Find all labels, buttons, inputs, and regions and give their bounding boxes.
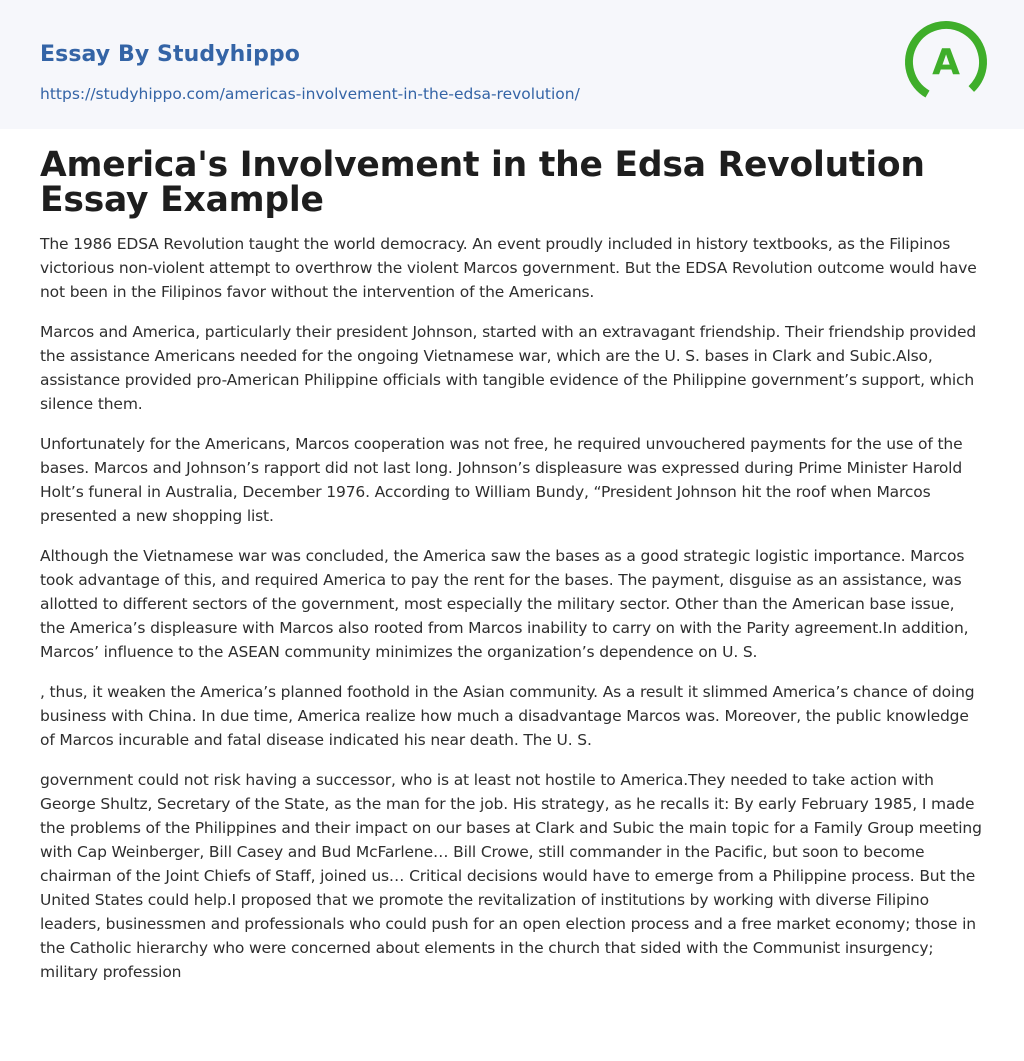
logo-icon[interactable] [902,18,990,106]
paragraph: , thus, it weaken the America’s planned foothold in the Asian community. As a result it slimmed America’s chance of doing business with China. In due time, America realize how much a disadvantage Marcos was. Moreover, the public knowledge of Marcos incurable and fatal disease indicated his near death. The U. S. [40,683,975,749]
paragraph: Unfortunately for the Americans, Marcos cooperation was not free, he required unvouchered payments for the use of the bases. Marcos and Johnson’s rapport did not last long. Johnson’s displeasure was expressed during Prime Minister Harold Holt’s funeral in Australia, December 1976. According to William Bundy, “President Johnson hit the roof when Marcos presented a new shopping list. [40,435,963,525]
paragraph: government could not risk having a successor, who is at least not hostile to America.They needed to take action with George Shultz, Secretary of the State, as the man for the job. His strategy, as he recalls it: By early February 1985, I made the problems of the Philippines and their impact on our bases at Clark and Subic the main topic for a Family Group meeting with Cap Weinberger, Bill Casey and Bud McFarlene… Bill Crowe, still commander in the Pacific, but soon to become chairman of the Joint Chiefs of Staff, joined us… Critical decisions would have to emerge from a Philippine process. But the United States could help.I proposed that we promote the revitalization of institutions by working with diverse Filipino leaders, businessmen and professionals who could push for an open election process and a free market economy; those in the Catholic hierarchy who were concerned about elements in the church that sided with the Communist insurgency; military profession [40,771,982,981]
page-title: America's Involvement in the Edsa Revolution Essay Example [40,145,925,220]
logo-letter: A [932,42,960,83]
paragraph: The 1986 EDSA Revolution taught the world democracy. An event proudly included in history textbooks, as the Filipinos victorious non-violent attempt to overthrow the violent Marcos government. But the EDSA Revolution outcome would have not been in the Filipinos favor without the intervention of the Americans. [40,235,977,301]
site-header [0,0,1024,129]
paragraph: Marcos and America, particularly their president Johnson, started with an extravagant friendship. Their friendship provided the assistance Americans needed for the ongoing Vietnamese war, which are the U. S. bases in Clark and Subic.Also, assistance provided pro-American Philippine officials with tangible evidence of the Philippine government’s support, which silence them. [40,323,977,413]
brand-title[interactable]: Essay By Studyhippo [40,42,300,67]
paragraph: Although the Vietnamese war was concluded, the America saw the bases as a good strategic logistic importance. Marcos took advantage of this, and required America to pay the rent for the bases. The payment, disguise as an assistance, was allotted to different sectors of the government, most especially the military sector. Other than the American base issue, the America’s displeasure with Marcos also rooted from Marcos inability to carry on with the Parity agreement.In addition, Marcos’ influence to the ASEAN community minimizes the organization’s dependence on U. S. [40,547,969,661]
source-url-link[interactable]: https://studyhippo.com/americas-involvement-in-the-edsa-revolution/ [40,85,580,103]
article-body [0,129,1024,984]
